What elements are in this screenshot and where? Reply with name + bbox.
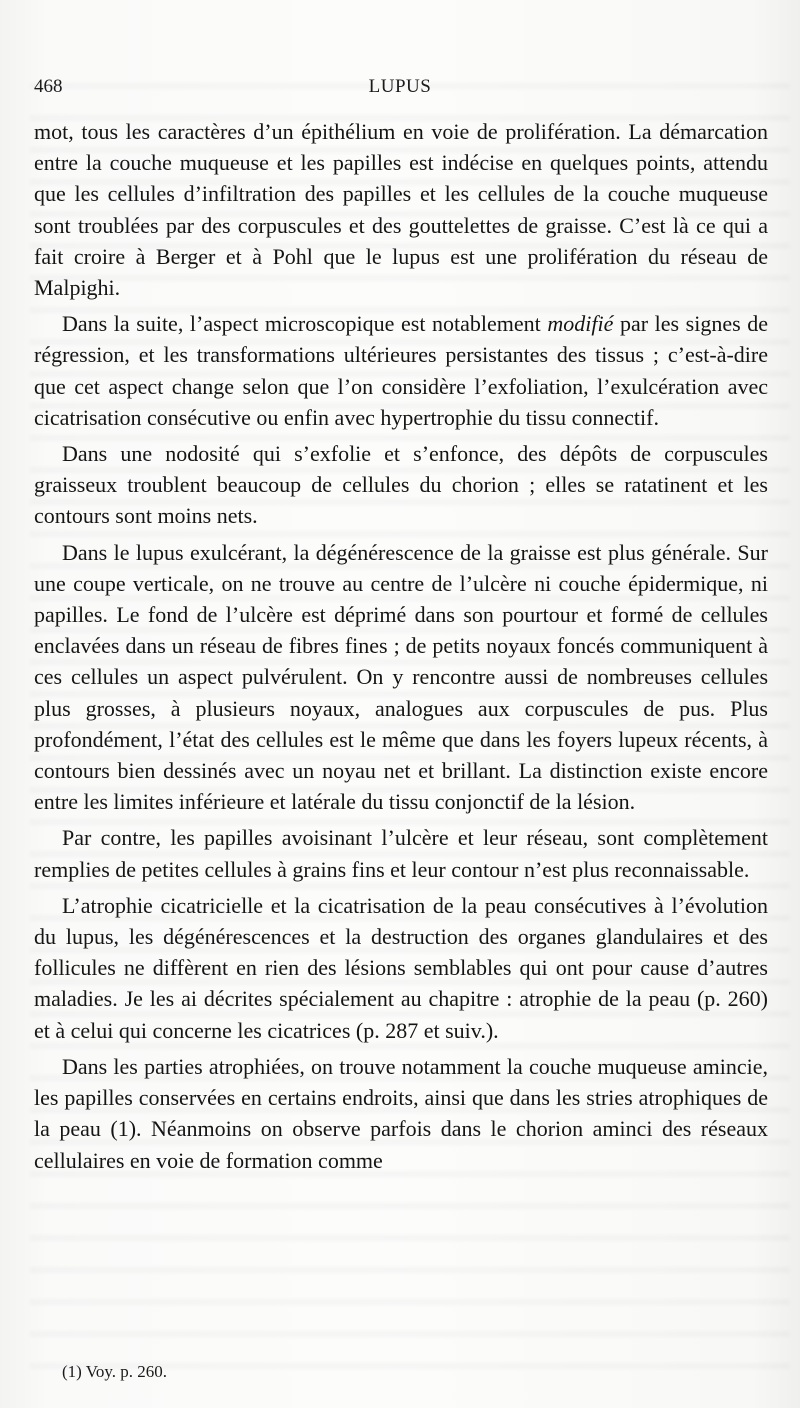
paragraph-2-start: Dans la suite, l’aspect microscopique est notablement: [62, 311, 548, 337]
paragraph-6: L’atrophie cicatricielle et la cicatrisation de la peau consécutives à l’évolution du lupus, les dégénérescences et la destruction des organes glandulaires et des follicules ne diffèrent en rien des lésions semblables qui ont pour cause d’autres maladies. Je les ai décrites spécialement au chapitre : atrophie de la peau (p. 260) et à celui qui concerne les cicatrices (p. 287 et suiv.).: [34, 892, 768, 1043]
paragraph-2-emphasis: modifié: [547, 311, 614, 337]
paragraph-1: mot, tous les caractères d’un épithélium en voie de prolifération. La démarcation entre la couche muqueuse et les papilles est indécise en quelques points, attendu que les cellules d’infiltration des papilles et les cellules de la couche muqueuse sont troublées par des corpuscules et des gouttelettes de graisse. C’est là ce qui a fait croire à Berger et à Pohl que le lupus est une prolifération du réseau de Malpighi.: [34, 119, 768, 301]
body-text: [34, 116, 768, 1181]
page-number: 468: [34, 76, 63, 97]
page-header: [34, 76, 766, 102]
paragraph-7: Dans les parties atrophiées, on trouve notamment la couche muqueuse amincie, les papilles conservées en certains endroits, ainsi que dans les stries atrophiques de la peau (1). Néanmoins on observe parfois dans le chorion aminci des réseaux cellulaires en voie de formation comme: [34, 1053, 768, 1173]
paragraph-2: [34, 308, 768, 433]
paragraph-5: Par contre, les papilles avoisinant l’ulcère et leur réseau, sont complètement remplies de petites cellules à grains fins et leur contour n’est plus reconnaissable.: [34, 825, 768, 882]
running-head: LUPUS: [368, 76, 432, 97]
paragraph-4: Dans le lupus exulcérant, la dégénérescence de la graisse est plus générale. Sur une coupe verticale, on ne trouve au centre de l’ulcère ni couche épidermique, ni papilles. Le fond de l’ulcère est déprimé dans son pourtour et formé de cellules enclavées dans un réseau de fibres fines ; de petits noyaux foncés communiquent à ces cellules un aspect pulvérulent. On y rencontre aussi de nombreuses cellules plus grosses, à plusieurs noyaux, analogues aux corpuscules de pus. Plus profondément, l’état des cellules est le même que dans les foyers lupeux récents, à contours bien dessinés avec un noyau net et brillant. La distinction existe encore entre les limites inférieure et latérale du tissu conjonctif de la lésion.: [34, 539, 768, 815]
footnote: (1) Voy. p. 260.: [62, 1362, 167, 1381]
paragraph-2-end: par les signes de régression, et les transformations ultérieures persistantes des tissus ; c’est-à-dire que cet aspect change selon que l’on considère l’exfoliation, l’exulcération avec cicatrisation consécutive ou enfin avec hypertrophie du tissu connectif.: [34, 311, 768, 430]
paragraph-3: Dans une nodosité qui s’exfolie et s’enfonce, des dépôts de corpuscules graisseux troublent beaucoup de cellules du chorion ; elles se ratatinent et les contours sont moins nets.: [34, 441, 768, 529]
